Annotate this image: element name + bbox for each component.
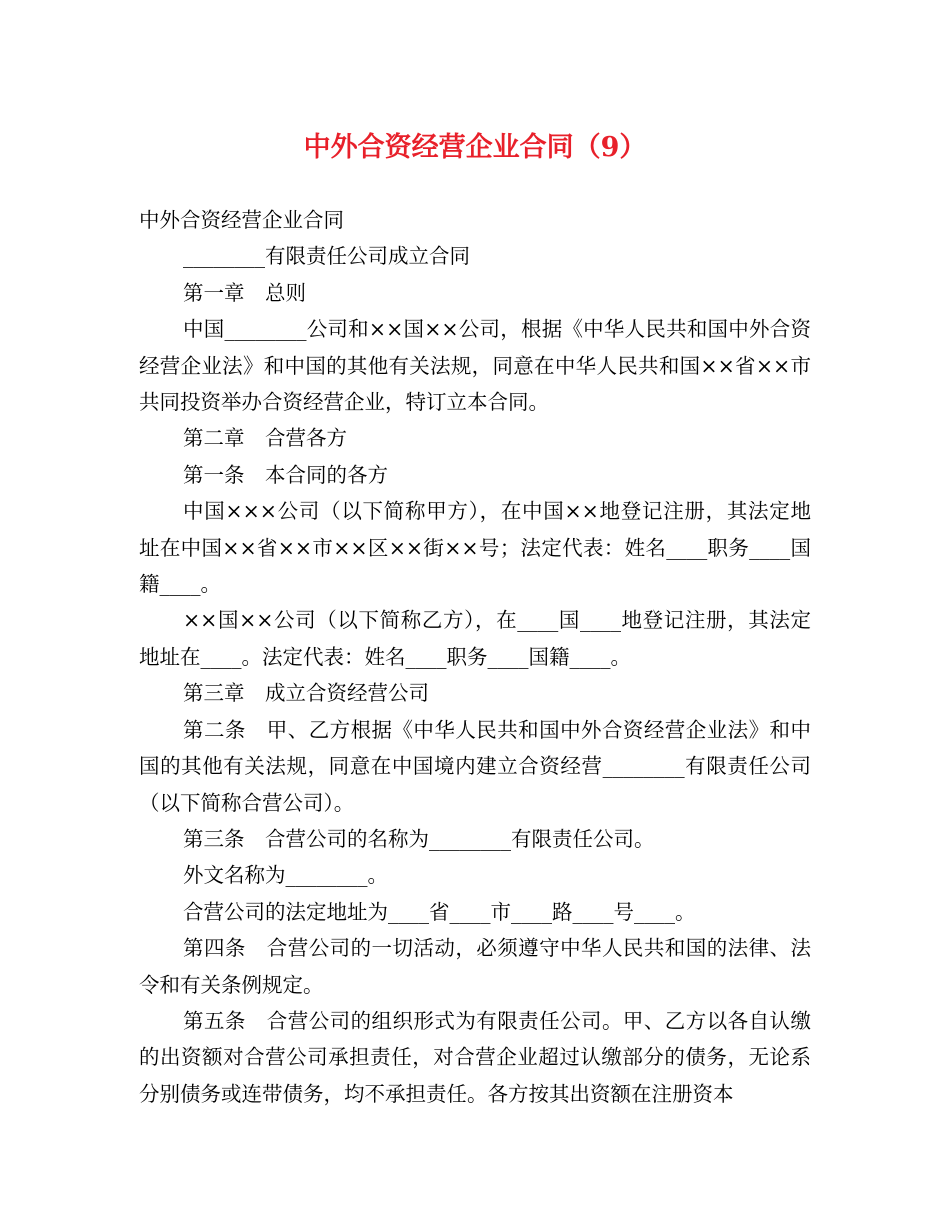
paragraph: 第三条 合营公司的名称为________有限责任公司。 xyxy=(183,826,655,851)
paragraph: 第五条 合营公司的组织形式为有限责任公司。甲、乙方以各自认缴的出资额对合营公司承担责任，对合营企业超过认缴部分的债务，无论系分别债务或连带债务，均不承担责任。各方按其出资额在注册资本 xyxy=(139,1008,811,1106)
paragraph: 合营公司的法定地址为____省____市____路____号____。 xyxy=(183,899,696,924)
chapter-heading: 第一章 总则 xyxy=(183,280,306,305)
chapter-heading: 第二章 合营各方 xyxy=(183,426,347,451)
paragraph: 中国×××公司（以下简称甲方），在中国××地登记注册，其法定地址在中国××省××市××区××街××号；法定代表：姓名____职务____国籍____。 xyxy=(139,499,811,597)
paragraph: 外文名称为________。 xyxy=(183,863,388,888)
document-body xyxy=(139,202,811,1112)
document-title: 中外合资经营企业合同（9） xyxy=(303,132,647,163)
paragraph: 中国________公司和××国××公司，根据《中华人民共和国中外合资经营企业法》和中国的其他有关法规，同意在中华人民共和国××省××市共同投资举办合资经营企业，特订立本合同。 xyxy=(139,317,811,415)
paragraph: 第四条 合营公司的一切活动，必须遵守中华人民共和国的法律、法令和有关条例规定。 xyxy=(139,936,811,997)
paragraph: 中外合资经营企业合同 xyxy=(139,208,344,232)
paragraph: 第二条 甲、乙方根据《中华人民共和国中外合资经营企业法》和中国的其他有关法规，同意在中国境内建立合资经营________有限责任公司（以下简称合营公司）。 xyxy=(139,717,811,815)
paragraph: ××国××公司（以下简称乙方），在____国____地登记注册，其法定地址在____。法定代表：姓名____职务____国籍____。 xyxy=(139,608,811,669)
article-heading: 第一条 本合同的各方 xyxy=(183,462,388,487)
paragraph: ________有限责任公司成立合同 xyxy=(183,244,470,269)
chapter-heading: 第三章 成立合资经营公司 xyxy=(183,681,429,706)
